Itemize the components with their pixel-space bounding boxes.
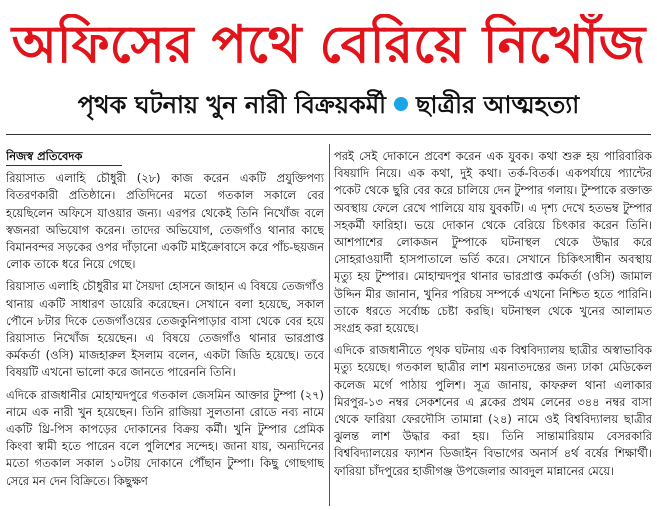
bullet-dot-icon — [394, 97, 408, 111]
headline: অফিসের পথে বেরিয়ে নিখোঁজ — [11, 15, 646, 75]
subheadline — [0, 88, 657, 122]
left-column — [6, 148, 324, 504]
paragraph: পরই সেই দোকানে প্রবেশ করেন এক যুবক। কথা শুরু হয় পারিবারিক বিষয়াদি নিয়ে। এক কথা, দুই কথা। তর্ক-বিতর্ক। একপর্যায়ে প্যান্টের পকেট থেকে ছুরি বের করে চালিয়ে দেন টুম্পার গলায়। টুম্পাকে রক্তাক্ত অবস্থায় ফেলে রেখে পালিয়ে যায় যুবকটি। এ দৃশ্য দেখে হতভম্ব টুম্পার সহকর্মী ফারিহা। ভয়ে দোকান থেকে বেরিয়ে চিৎকার করেন তিনি। আশপাশের লোকজন টুম্পাকে ঘটনাস্থল থেকে উদ্ধার করে সোহরাওয়ার্দী হাসপাতালে ভর্তি করে। সেখানে চিকিৎসাধীন অবস্থায় মৃত্যু হয় টুম্পার। মোহাম্মদপুর থানার ভারপ্রাপ্ত কর্মকর্তা (ওসি) জামাল উদ্দিন মীর জানান, খুনির পরিচয় সম্পর্কে এখনো নিশ্চিত হতে পারিনি। তাকে ধরতে সর্বোচ্চ চেষ্টা করছি। ঘটনাস্থল থেকে খুনের আলামত সংগ্রহ করা হয়েছে। — [334, 149, 652, 336]
header-divider — [6, 134, 651, 135]
paragraph: এদিকে রাজধানীর মোহাম্মদপুরে গতকাল জেসমিন আক্তার টুম্পা (২৭) নামে এক নারী খুন হয়েছেন। তিনি রাজিয়া সুলতানা রোডে নব্য নামে একটি থ্রি-পিস কাপড়ের দোকানের বিক্রয় কর্মী। খুনি টুম্পার প্রেমিক কিংবা স্বামী হতে পারেন বলে পুলিশের সন্দেহ। জানা যায়, অন্যদিনের মতো গতকাল সকাল ১০টায় দোকানে পৌঁছান টুম্পা। কিছু গোছগাছ সেরে মন দেন বিক্রিতে। কিছুক্ষণ — [6, 387, 324, 488]
paragraph: রিয়াসাত এলাহি চৌধুরীর মা সৈয়দা হোসনে জাহান এ বিষয়ে তেজগাঁও থানায় একটি সাধারণ ডায়েরি করেছেন। সেখানে বলা হয়েছে, সকাল পৌনে ৮টার দিকে তেজগাঁওয়ের তেজকুনিপাড়ার বাসা থেকে বের হয়ে রিয়াসাত নিখোঁজ হয়েছেন। এ বিষয়ে তেজগাঁও থানার ভারপ্রাপ্ত কর্মকর্তা (ওসি) মাজহারুল ইসলাম বলেন, একটা জিডি হয়েছে। তবে বিষয়টি এখনো ভালো করে জানতে পারেননি তিনি। — [6, 279, 324, 380]
column-divider — [329, 144, 330, 506]
right-column — [334, 148, 652, 504]
byline: নিজস্ব প্রতিবেদক — [6, 148, 122, 166]
paragraph: রিয়াসাত এলাহি চৌধুরী (২৮) কাজ করেন একটি প্রযুক্তিপণ্য বিতরণকারী প্রতিষ্ঠানে। প্রতিদিনের মতো গতকাল সকালে বের হয়েছিলেন অফিসে যাওয়ার জন্য। এরপর থেকেই তিনি নিখোঁজ বলে স্বজনরা অভিযোগ করেন। তাদের অভিযোগ, তেজগাঁও থানার কাছে বিমানবন্দর সড়কের ওপর দাঁড়ানো একটি মাইক্রোবাসে করে পাঁচ-ছয়জন লোক তাকে ধরে নিয়ে গেছে। — [6, 171, 324, 272]
subheadline-left: পৃথক ঘটনায় খুন নারী বিক্রয়কর্মী — [77, 91, 386, 119]
subheadline-right: ছাত্রীর আত্মহত্যা — [416, 91, 580, 119]
paragraph: এদিকে রাজধানীতে পৃথক ঘটনায় এক বিশ্ববিদ্যালয় ছাত্রীর অস্বাভাবিক মৃত্যু হয়েছে। গতকাল ছাত্রীর লাশ ময়নাতদন্তের জন্য ঢাকা মেডিকেল কলেজ মর্গে পাঠায় পুলিশ। সূত্র জানায়, কাফরুল থানা এলাকার মিরপুর-১৩ নম্বর সেকশনের এ ব্লকের প্রথম লেনের ৩৪৪ নম্বর বাসা থেকে ফারিয়া ফেরদৌসি তামান্না (২৪) নামে ওই বিশ্ববিদ্যালয় ছাত্রীর ঝুলন্ত লাশ উদ্ধার করা হয়। তিনি সান্তামারিয়াম বেসরকারি বিশ্ববিদ্যালয়ের ফ্যাশন ডিজাইন বিভাগের অনার্স ৪র্থ বর্ষের শিক্ষার্থী। ফারিয়া চাঁদপুরের হাজীগঞ্জ উপজেলার আবদুল মান্নানের মেয়ে। — [334, 343, 652, 478]
